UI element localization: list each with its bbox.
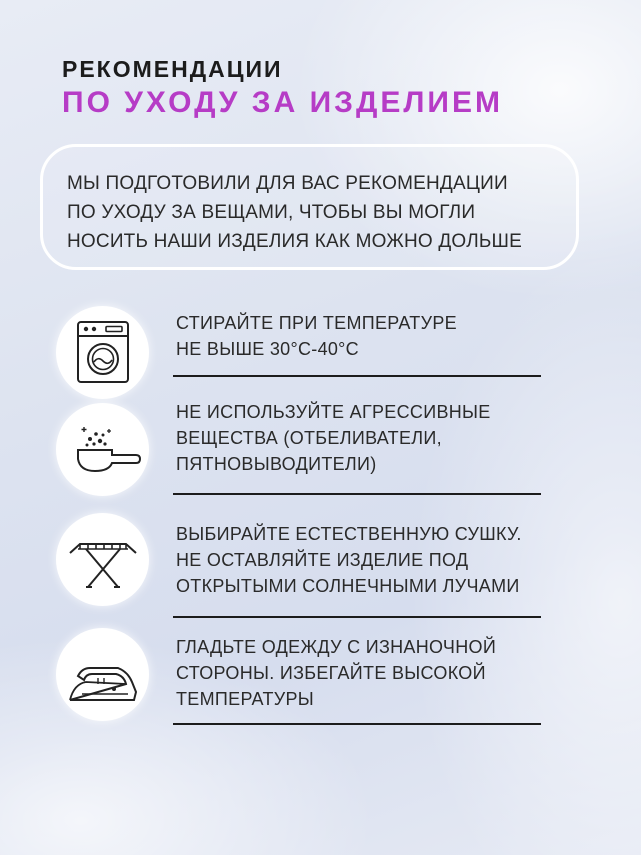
care-item-line: СТОРОНЫ. ИЗБЕГАЙТЕ ВЫСОКОЙ bbox=[176, 663, 486, 683]
intro-line: ПО УХОДУ ЗА ВЕЩАМИ, ЧТОБЫ ВЫ МОГЛИ bbox=[67, 202, 476, 223]
care-item-line: ВЫБИРАЙТЕ ЕСТЕСТВЕННУЮ СУШКУ. bbox=[176, 524, 522, 544]
divider bbox=[173, 723, 541, 725]
intro-line: НОСИТЬ НАШИ ИЗДЕЛИЯ КАК МОЖНО ДОЛЬШЕ bbox=[67, 231, 523, 252]
care-item-line: ТЕМПЕРАТУРЫ bbox=[176, 689, 315, 709]
intro-text bbox=[67, 169, 552, 256]
care-item-line: ВЕЩЕСТВА (ОТБЕЛИВАТЕЛИ, bbox=[176, 428, 442, 448]
detergent-scoop-icon bbox=[56, 403, 149, 496]
care-item-line: НЕ ВЫШЕ 30°С-40°С bbox=[176, 339, 359, 359]
care-item-line: СТИРАЙТЕ ПРИ ТЕМПЕРАТУРЕ bbox=[176, 313, 457, 333]
care-item-line: ОТКРЫТЫМИ СОЛНЕЧНЫМИ ЛУЧАМИ bbox=[176, 576, 520, 596]
intro-box bbox=[40, 144, 579, 270]
divider bbox=[173, 375, 541, 377]
care-item-line: НЕ ОСТАВЛЯЙТЕ ИЗДЕЛИЕ ПОД bbox=[176, 550, 469, 570]
care-item-line: НЕ ИСПОЛЬЗУЙТЕ АГРЕССИВНЫЕ bbox=[176, 402, 491, 422]
care-item-line: ГЛАДЬТЕ ОДЕЖДУ С ИЗНАНОЧНОЙ bbox=[176, 637, 497, 657]
title-line-1: РЕКОМЕНДАЦИИ bbox=[62, 56, 283, 82]
intro-line: МЫ ПОДГОТОВИЛИ ДЛЯ ВАС РЕКОМЕНДАЦИИ bbox=[67, 173, 508, 194]
iron-icon bbox=[56, 628, 149, 721]
drying-rack-icon bbox=[56, 513, 149, 606]
page-title bbox=[62, 54, 503, 120]
divider bbox=[173, 493, 541, 495]
care-item-text bbox=[176, 634, 496, 712]
washing-machine-icon bbox=[56, 306, 149, 399]
divider bbox=[173, 616, 541, 618]
care-item-text bbox=[176, 399, 491, 477]
care-item-text bbox=[176, 521, 522, 599]
title-line-2: ПО УХОДУ ЗА ИЗДЕЛИЕМ bbox=[62, 86, 503, 119]
care-item-text bbox=[176, 310, 457, 362]
care-item-line: ПЯТНОВЫВОДИТЕЛИ) bbox=[176, 454, 377, 474]
